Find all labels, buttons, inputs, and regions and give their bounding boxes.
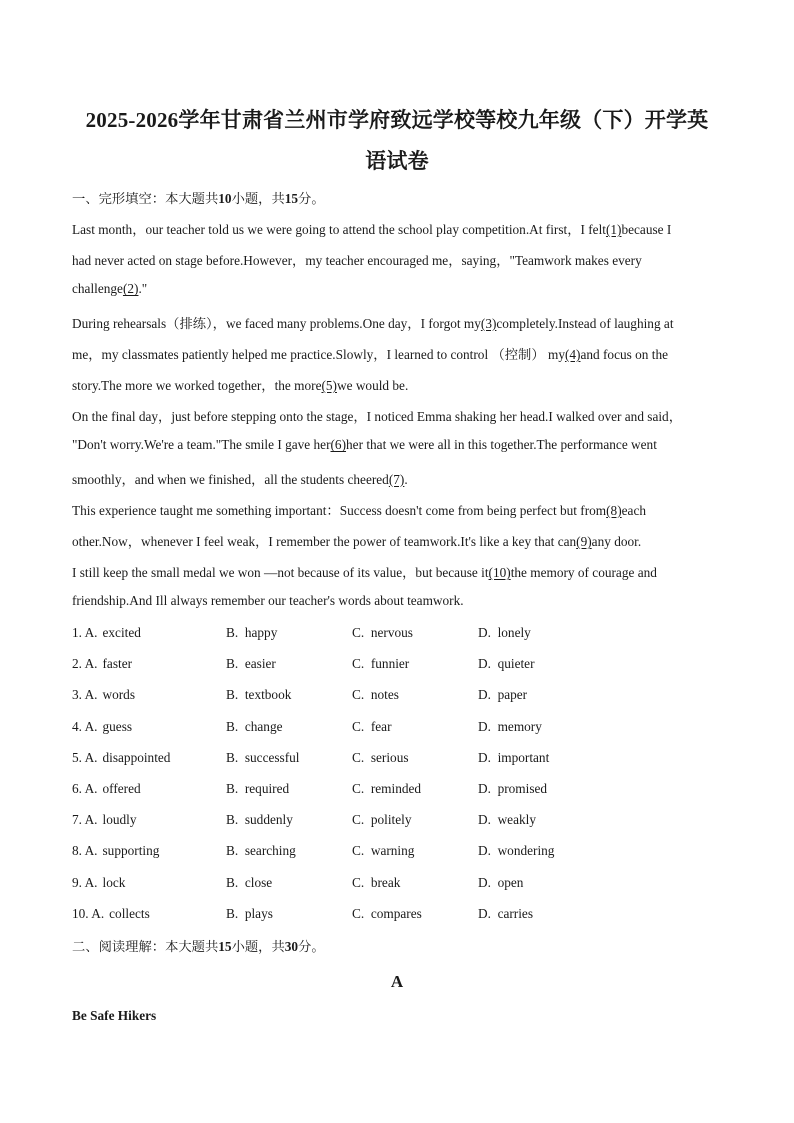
passage-text: This experience taught me something important：Success doesn't come from being perfect but from [72, 502, 607, 518]
passage-line [72, 469, 408, 488]
passage-text: . [404, 471, 408, 487]
passage-text: we would be. [337, 378, 409, 393]
passage-line [72, 375, 408, 394]
passage-line [72, 313, 674, 332]
option-b: B. easier [226, 656, 276, 672]
passage-line [72, 344, 668, 363]
passage-line [72, 437, 657, 453]
option-c: C. notes [352, 687, 399, 703]
option-d: D. promised [478, 781, 548, 796]
option-a [72, 625, 141, 641]
passage-text: During rehearsals（排练），we faced many problems.One day，I forgot my [72, 315, 481, 331]
exam-title-line-2: 语试卷 [365, 149, 429, 173]
part-label: A [390, 972, 404, 991]
question-number: 9. A. [72, 874, 98, 890]
option-d: D. memory [478, 718, 542, 734]
section-2-suffix: 分。 [298, 939, 325, 954]
option-a [72, 906, 150, 922]
option-d: D. weakly [478, 812, 536, 828]
passage-line [72, 531, 641, 550]
section-2-prefix: 二、阅读理解：本大题共 [72, 939, 219, 954]
section-1-score: 15 [284, 191, 299, 206]
option-c: C. fear [352, 718, 392, 734]
passage-text: each [621, 502, 646, 518]
option-b: B. searching [226, 843, 296, 859]
option-d: D. important [478, 749, 550, 765]
passage-text: friendship.And Ill always remember our teacher's words about teamwork. [72, 593, 464, 609]
option-b: B. textbook [226, 687, 292, 703]
blank-number: (8) [606, 502, 622, 518]
option-a [72, 750, 170, 766]
option-c: C. reminded [352, 781, 422, 796]
section-1-suffix: 分。 [298, 191, 325, 206]
blank-number: (3) [480, 315, 497, 331]
option-d: D. paper [478, 687, 528, 703]
section-heading-reading [72, 936, 325, 955]
option-a [72, 781, 141, 797]
option-c: C. break [352, 874, 401, 890]
blank-number: (4) [564, 346, 581, 362]
passage-text: I still keep the small medal we won —not because of its value，but because it [72, 565, 489, 581]
blank-number: (9) [576, 534, 592, 549]
option-a-text: excited [102, 625, 141, 640]
option-d: D. carries [478, 905, 534, 921]
option-a-text: guess [102, 718, 133, 734]
blank-number: (2) [122, 281, 139, 297]
option-b: B. successful [226, 749, 300, 765]
section-2-score: 30 [284, 939, 299, 954]
option-a-text: collects [109, 905, 150, 921]
question-number: 6. A. [72, 781, 98, 796]
question-number: 7. A. [72, 812, 98, 828]
section-1-prefix: 一、完形填空：本大题共 [72, 191, 219, 206]
option-c: C. compares [352, 905, 422, 921]
option-a-text: disappointed [102, 749, 171, 765]
reading-title: Be Safe Hikers [72, 1008, 157, 1023]
option-a-text: faster [102, 656, 133, 672]
option-b: B. happy [226, 625, 278, 640]
option-b: B. plays [226, 905, 273, 921]
passage-line [72, 406, 682, 425]
option-c: C. serious [352, 749, 409, 765]
question-number: 1. A. [72, 625, 98, 640]
option-b: B. required [226, 781, 290, 796]
option-c: C. funnier [352, 656, 410, 672]
blank-number: (1) [605, 222, 622, 237]
option-d: D. wondering [478, 843, 555, 859]
option-d: D. open [478, 874, 524, 890]
passage-text: had never acted on stage before.However，my teacher encouraged me，saying，"Teamwork makes every [72, 253, 642, 269]
question-number: 4. A. [72, 718, 98, 734]
passage-line [72, 593, 464, 609]
option-a [72, 812, 136, 828]
passage-text: the memory of courage and [510, 565, 657, 581]
option-a-text: words [102, 687, 136, 703]
passage-text: "Don't worry.We're a team."The smile I gave her [72, 437, 331, 453]
option-a-text: lock [102, 874, 126, 890]
exam-title-line-1: 2025-2026学年甘肃省兰州市学府致远学校等校九年级（下）开学英 [85, 108, 709, 132]
blank-number: (10) [488, 565, 511, 581]
question-number: 8. A. [72, 843, 98, 859]
passage-text: challenge [72, 281, 123, 297]
section-2-mid: 小题，共 [231, 939, 285, 954]
question-number: 3. A. [72, 687, 98, 703]
blank-number: (6) [330, 437, 347, 453]
passage-line [72, 281, 147, 297]
passage-text: completely.Instead of laughing at [496, 315, 674, 331]
passage-text: any door. [591, 534, 642, 549]
passage-text: and focus on the [580, 346, 668, 362]
passage-text: Last month，our teacher told us we were going to attend the school play competition.At first，I felt [72, 222, 606, 237]
passage-line [72, 250, 642, 269]
section-1-count: 10 [218, 191, 232, 206]
section-2-count: 15 [218, 939, 232, 954]
passage-line [72, 219, 671, 238]
option-d: D. quieter [478, 656, 535, 672]
passage-text: other.Now，whenever I feel weak，I remember the power of teamwork.It's like a key that can [72, 534, 577, 549]
passage-text: smoothly，and when we finished，all the students cheered [72, 471, 389, 487]
passage-text: On the final day，just before stepping onto the stage，I noticed Emma shaking her head.I walked over and said， [72, 409, 683, 425]
option-a-text: loudly [102, 812, 137, 828]
option-c: C. warning [352, 843, 415, 859]
passage-text: me，my classmates patiently helped me practice.Slowly，I learned to control （控制） my [72, 346, 565, 362]
passage-text: story.The more we worked together，the more [72, 378, 322, 393]
option-a [72, 719, 132, 735]
option-b: B. close [226, 874, 273, 890]
option-a-text: offered [102, 781, 141, 796]
question-number: 5. A. [72, 749, 98, 765]
option-a [72, 687, 135, 703]
passage-line [72, 500, 646, 519]
passage-text: ." [138, 281, 148, 297]
option-d: D. lonely [478, 625, 531, 640]
option-a-text: supporting [102, 843, 160, 859]
option-a [72, 875, 125, 891]
option-a [72, 656, 132, 672]
question-number: 2. A. [72, 656, 98, 672]
section-heading-cloze [72, 188, 325, 207]
option-b: B. suddenly [226, 812, 293, 828]
blank-number: (5) [321, 378, 337, 393]
option-c: C. politely [352, 812, 412, 828]
passage-text: because I [621, 222, 672, 237]
section-1-mid: 小题，共 [231, 191, 285, 206]
question-number: 10. A. [72, 905, 105, 921]
option-c: C. nervous [352, 625, 413, 640]
option-a [72, 843, 159, 859]
passage-line [72, 562, 657, 581]
blank-number: (7) [388, 471, 405, 487]
passage-text: her that we were all in this together.The performance went [346, 437, 657, 453]
option-b: B. change [226, 718, 283, 734]
